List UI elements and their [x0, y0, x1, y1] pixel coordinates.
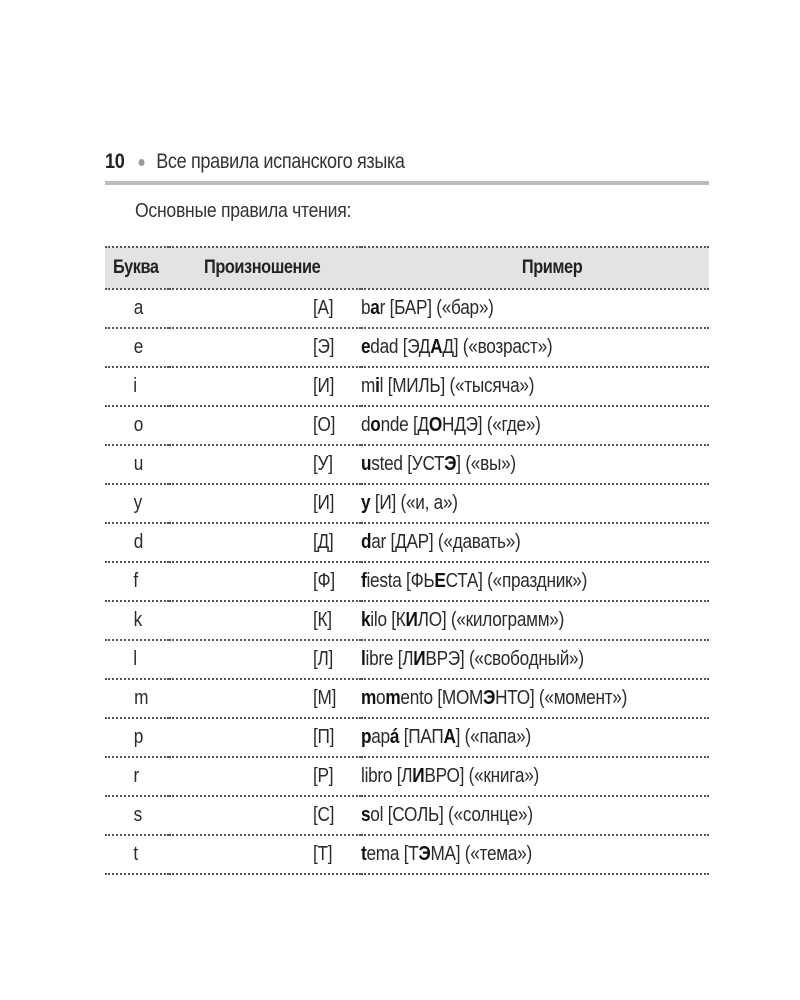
example-bold-part: И [405, 609, 418, 631]
letter-cell [105, 679, 169, 718]
letter-text: s [133, 804, 143, 826]
bullet-separator-icon [138, 159, 144, 166]
pronunciation-cell [169, 562, 361, 601]
example-cell [361, 367, 709, 406]
example-bold-part: А [430, 336, 443, 358]
table-row [105, 367, 709, 406]
example-bold-part: p [361, 726, 372, 748]
example-bold-part: t [361, 843, 367, 865]
pronunciation-text: [Л] [313, 648, 334, 670]
pronunciation-text: [У] [313, 453, 333, 475]
example-part: [И] («и, а») [370, 492, 458, 514]
pronunciation-text: [И] [313, 492, 335, 514]
column-header-example: Пример [361, 247, 709, 289]
letter-text: m [134, 687, 149, 709]
example-part: libro [Л [361, 765, 413, 787]
example-text [361, 804, 533, 827]
pronunciation-cell [169, 523, 361, 562]
example-text [361, 531, 521, 554]
example-part: ilo [К [370, 609, 406, 631]
example-cell [361, 757, 709, 796]
pronunciation-cell [169, 718, 361, 757]
example-cell [361, 328, 709, 367]
example-bold-part: s [361, 804, 371, 826]
letter-cell [105, 562, 169, 601]
pronunciation-text: [К] [313, 609, 332, 631]
pronunciation-cell [169, 679, 361, 718]
example-cell [361, 562, 709, 601]
example-bold-part: a [370, 297, 380, 319]
book-title: Все правила испанского языка [156, 150, 405, 173]
header-rule [105, 181, 709, 185]
example-bold-part: А [443, 726, 456, 748]
example-bold-part: m [385, 687, 401, 709]
letter-text: y [133, 492, 143, 514]
book-page [105, 0, 709, 1000]
example-part: [ПАП [399, 726, 444, 748]
table-row [105, 601, 709, 640]
pronunciation-text: [С] [313, 804, 335, 826]
example-cell [361, 289, 709, 328]
example-bold-part: Е [434, 570, 446, 592]
pronunciation-cell [169, 640, 361, 679]
letter-text: o [133, 414, 144, 436]
letter-cell [105, 367, 169, 406]
example-part: ento [МОМ [400, 687, 484, 709]
example-bold-part: o [370, 414, 381, 436]
table-row [105, 796, 709, 835]
example-part: ar [ДАР] («давать») [371, 531, 521, 553]
example-part: НДЭ] («где») [442, 414, 541, 436]
pronunciation-cell [169, 406, 361, 445]
table-header-row [105, 247, 709, 289]
example-bold-part: y [361, 492, 371, 514]
pronunciation-text: [Э] [313, 336, 335, 358]
example-part: o [376, 687, 386, 709]
example-text [361, 609, 564, 632]
rules-table [105, 246, 709, 875]
letter-cell [105, 523, 169, 562]
example-bold-part: d [361, 531, 372, 553]
example-text [361, 726, 531, 749]
table-row [105, 328, 709, 367]
table-row [105, 640, 709, 679]
running-head [105, 144, 624, 180]
pronunciation-text: [А] [313, 297, 334, 319]
pronunciation-text: [М] [313, 687, 337, 709]
pronunciation-text: [Ф] [313, 570, 335, 592]
example-text [361, 453, 516, 476]
example-text [361, 297, 494, 320]
example-bold-part: i [375, 375, 380, 397]
example-part: Д] («возраст») [442, 336, 553, 358]
pronunciation-cell [169, 601, 361, 640]
example-part: ВРЭ] («свободный») [425, 648, 584, 670]
letter-text: l [133, 648, 137, 670]
example-bold-part: Э [483, 687, 496, 709]
example-part: iesta [ФЬ [366, 570, 435, 592]
pronunciation-text: [Р] [313, 765, 334, 787]
example-bold-part: Э [444, 453, 457, 475]
pronunciation-cell [169, 796, 361, 835]
table-row [105, 718, 709, 757]
example-text [361, 492, 458, 515]
table-row [105, 406, 709, 445]
table-row [105, 679, 709, 718]
example-text [361, 570, 587, 593]
example-cell [361, 523, 709, 562]
example-bold-part: u [361, 453, 372, 475]
letter-cell [105, 328, 169, 367]
pronunciation-cell [169, 445, 361, 484]
example-part: dad [ЭД [370, 336, 431, 358]
letter-cell [105, 289, 169, 328]
pronunciation-cell [169, 328, 361, 367]
letter-cell [105, 406, 169, 445]
example-part: b [361, 297, 371, 319]
example-cell [361, 601, 709, 640]
example-bold-part: f [361, 570, 367, 592]
example-part: d [361, 414, 371, 436]
example-cell [361, 406, 709, 445]
example-cell [361, 484, 709, 523]
page-number: 10 [105, 150, 125, 173]
section-heading: Основные правила чтения: [135, 200, 352, 222]
letter-cell [105, 835, 169, 874]
letter-text: t [133, 843, 138, 865]
example-part: m [361, 375, 376, 397]
example-cell [361, 796, 709, 835]
example-part: ap [371, 726, 390, 748]
table-row [105, 562, 709, 601]
example-cell [361, 640, 709, 679]
pronunciation-cell [169, 757, 361, 796]
example-part: sted [УСТ [371, 453, 445, 475]
pronunciation-text: [О] [313, 414, 336, 436]
example-bold-part: И [412, 765, 425, 787]
letter-text: u [133, 453, 144, 475]
example-text [361, 687, 627, 710]
example-bold-part: l [361, 648, 366, 670]
example-cell [361, 679, 709, 718]
table-row [105, 835, 709, 874]
pronunciation-text: [П] [313, 726, 335, 748]
example-part: ema [Т [366, 843, 419, 865]
letter-cell [105, 796, 169, 835]
letter-cell [105, 640, 169, 679]
reading-rules-table [105, 246, 709, 875]
letter-text: r [133, 765, 139, 787]
pronunciation-cell [169, 367, 361, 406]
pronunciation-text: [И] [313, 375, 335, 397]
letter-cell [105, 757, 169, 796]
letter-text: p [133, 726, 144, 748]
example-text [361, 336, 552, 359]
pronunciation-cell [169, 835, 361, 874]
example-part: ] («вы») [456, 453, 516, 475]
example-part: ВРО] («книга») [424, 765, 539, 787]
table-row [105, 445, 709, 484]
letter-cell [105, 484, 169, 523]
letter-text: e [133, 336, 144, 358]
example-part: МА] («тема») [430, 843, 532, 865]
example-cell [361, 835, 709, 874]
example-text [361, 765, 539, 788]
example-part: ЛО] («килограмм») [417, 609, 565, 631]
table-row [105, 523, 709, 562]
example-part: НТО] («момент») [495, 687, 628, 709]
example-part: r [БАР] («бар») [379, 297, 494, 319]
letter-cell [105, 601, 169, 640]
letter-text: k [133, 609, 143, 631]
example-bold-part: О [428, 414, 443, 436]
column-header-pronunciation: Произношение [169, 247, 361, 289]
letter-text: d [133, 531, 144, 553]
example-part: ibre [Л [365, 648, 414, 670]
table-row [105, 289, 709, 328]
example-part: СТА] («праздник») [445, 570, 588, 592]
pronunciation-text: [Д] [313, 531, 334, 553]
example-part: l [МИЛЬ] («тысяча») [379, 375, 535, 397]
example-text [361, 648, 584, 671]
example-bold-part: Э [418, 843, 431, 865]
letter-cell [105, 718, 169, 757]
pronunciation-text: [Т] [313, 843, 333, 865]
example-text [361, 414, 541, 437]
letter-text: a [133, 297, 144, 319]
example-bold-part: e [361, 336, 371, 358]
example-bold-part: á [389, 726, 400, 748]
example-bold-part: И [413, 648, 426, 670]
pronunciation-cell [169, 484, 361, 523]
example-part: ol [СОЛЬ] («солнце») [370, 804, 533, 826]
example-part: ] («папа») [455, 726, 531, 748]
letter-cell [105, 445, 169, 484]
example-cell [361, 445, 709, 484]
example-bold-part: m [361, 687, 377, 709]
example-text [361, 375, 534, 398]
example-bold-part: k [361, 609, 371, 631]
table-row [105, 757, 709, 796]
column-header-letter: Буква [105, 247, 169, 289]
example-text [361, 843, 532, 866]
example-part: nde [Д [380, 414, 429, 436]
pronunciation-cell [169, 289, 361, 328]
table-row [105, 484, 709, 523]
letter-text: i [133, 375, 137, 397]
example-cell [361, 718, 709, 757]
letter-text: f [133, 570, 138, 592]
